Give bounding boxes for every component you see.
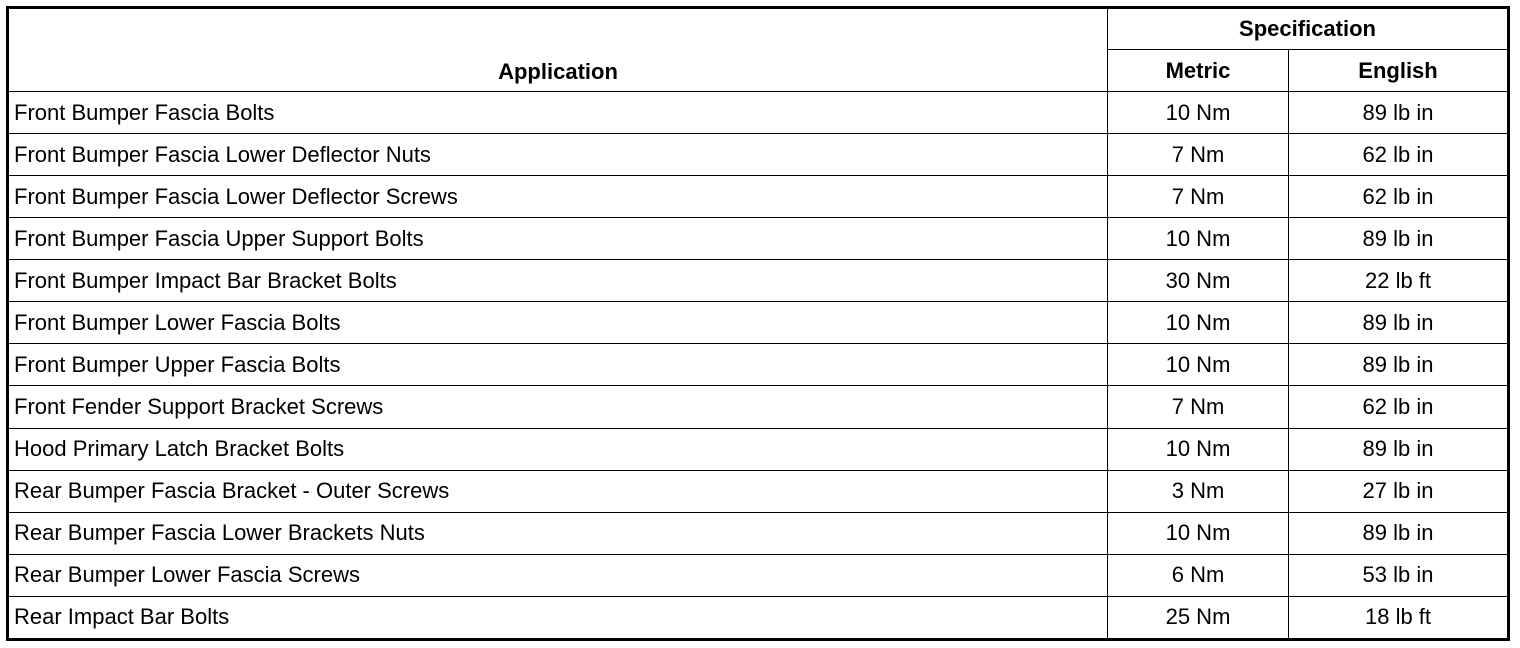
application-cell: Front Bumper Fascia Lower Deflector Screws [8,176,1108,218]
table-row [8,470,1509,512]
application-cell: Front Bumper Fascia Lower Deflector Nuts [8,134,1108,176]
english-column-header: English [1289,50,1509,92]
english-cell: 18 lb ft [1289,596,1509,639]
application-cell: Front Fender Support Bracket Screws [8,386,1108,428]
table-row [8,260,1509,302]
table-body [8,92,1509,640]
table-row [8,176,1509,218]
english-cell: 27 lb in [1289,470,1509,512]
table-header [8,8,1509,92]
metric-cell: 7 Nm [1108,134,1289,176]
metric-cell: 25 Nm [1108,596,1289,639]
metric-cell: 7 Nm [1108,386,1289,428]
application-cell: Rear Bumper Fascia Lower Brackets Nuts [8,512,1108,554]
fastener-spec-table [6,6,1510,641]
table-row [8,134,1509,176]
english-cell: 22 lb ft [1289,260,1509,302]
english-cell: 62 lb in [1289,134,1509,176]
english-cell: 53 lb in [1289,554,1509,596]
metric-column-header: Metric [1108,50,1289,92]
english-cell: 62 lb in [1289,386,1509,428]
metric-cell: 10 Nm [1108,302,1289,344]
table-row [8,92,1509,134]
english-cell: 89 lb in [1289,344,1509,386]
metric-cell: 7 Nm [1108,176,1289,218]
table-row [8,512,1509,554]
english-cell: 89 lb in [1289,428,1509,470]
application-cell: Front Bumper Upper Fascia Bolts [8,344,1108,386]
metric-cell: 30 Nm [1108,260,1289,302]
specification-group-header: Specification [1108,8,1509,50]
application-cell: Front Bumper Fascia Upper Support Bolts [8,218,1108,260]
application-cell: Front Bumper Fascia Bolts [8,92,1108,134]
english-cell: 89 lb in [1289,512,1509,554]
metric-cell: 10 Nm [1108,344,1289,386]
metric-cell: 10 Nm [1108,92,1289,134]
table-row [8,428,1509,470]
metric-cell: 10 Nm [1108,218,1289,260]
application-cell: Rear Bumper Fascia Bracket - Outer Screws [8,470,1108,512]
metric-cell: 3 Nm [1108,470,1289,512]
english-cell: 89 lb in [1289,92,1509,134]
table-row [8,554,1509,596]
metric-cell: 10 Nm [1108,512,1289,554]
english-cell: 89 lb in [1289,218,1509,260]
metric-cell: 6 Nm [1108,554,1289,596]
application-cell: Front Bumper Impact Bar Bracket Bolts [8,260,1108,302]
application-column-header: Application [8,8,1108,92]
application-cell: Hood Primary Latch Bracket Bolts [8,428,1108,470]
english-cell: 62 lb in [1289,176,1509,218]
application-cell: Front Bumper Lower Fascia Bolts [8,302,1108,344]
english-cell: 89 lb in [1289,302,1509,344]
table-row [8,302,1509,344]
application-cell: Rear Impact Bar Bolts [8,596,1108,639]
table-row [8,386,1509,428]
table-row [8,218,1509,260]
metric-cell: 10 Nm [1108,428,1289,470]
table-row [8,596,1509,639]
header-row [8,8,1509,50]
table-row [8,344,1509,386]
application-cell: Rear Bumper Lower Fascia Screws [8,554,1108,596]
